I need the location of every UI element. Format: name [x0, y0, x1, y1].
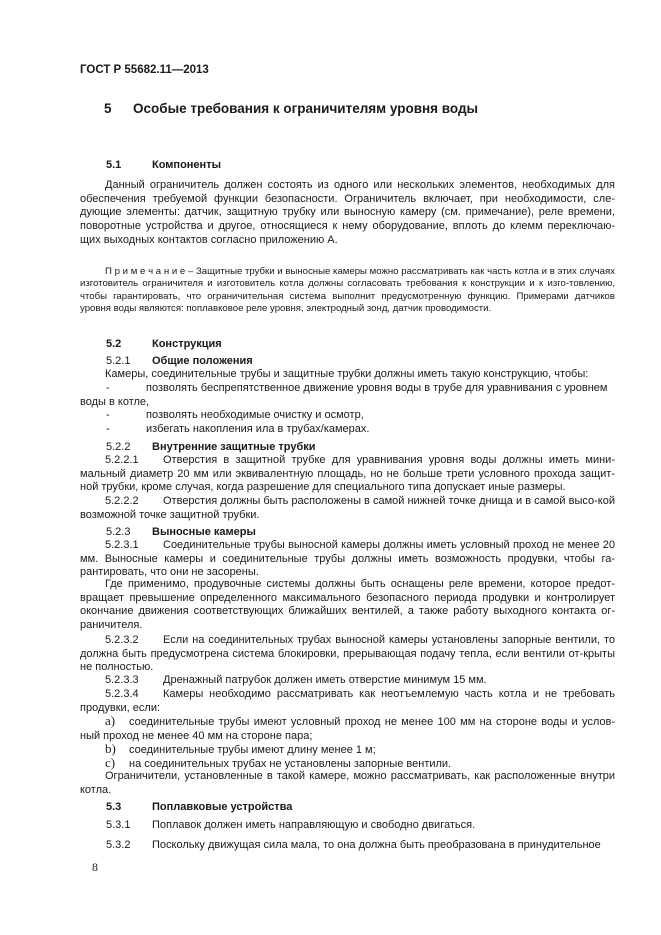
clause-5-2-3-title: Выносные камеры — [152, 526, 256, 538]
clause-5-3-2-text: Поскольку движущая сила мала, то она должна быть преобразована в принудительное — [152, 839, 601, 851]
clause-5-2-3-3-number: 5.2.3.3 — [105, 674, 139, 686]
bullet-1-line-2: воды в котле, — [80, 396, 150, 408]
standard-header: ГОСТ Р 55682.11—2013 — [80, 64, 209, 76]
clause-5-2-3-number: 5.2.3 — [106, 526, 131, 538]
section-5-number: 5 — [104, 101, 112, 116]
clause-5-2-2-1 — [80, 454, 615, 495]
clause-5-3-2-number: 5.3.2 — [106, 839, 131, 851]
list-label-b: b) — [105, 741, 116, 756]
clause-5-2-2-2-text: Отверстия должны быть расположены в самой нижней точке днища и в самой высо-кой возможной точке защитной трубки. — [80, 495, 615, 521]
clause-5-3-1-text: Поплавок должен иметь направляющую и свободно двигаться. — [152, 819, 476, 831]
bullet-dash: - — [106, 423, 110, 435]
bullet-dash: - — [106, 409, 110, 421]
clause-5-2-3-2-number: 5.2.3.2 — [105, 634, 139, 646]
limiter-text: Ограничители, установленные в такой камере, можно рассматривать, как расположенные внутри котла. — [80, 770, 615, 796]
clause-5-3-title: Поплавковые устройства — [152, 801, 293, 813]
clause-5-2-2-title: Внутренние защитные трубки — [152, 441, 316, 453]
clause-5-1-title: Компоненты — [152, 159, 221, 171]
list-text-c: на соединительных трубах не установлены запорные вентили. — [129, 758, 452, 770]
clause-5-3-number: 5.3 — [106, 801, 122, 813]
list-label-c: c) — [105, 755, 116, 770]
clause-5-1-note — [80, 266, 615, 315]
note-label: П р и м е ч а н и е – — [105, 266, 194, 277]
clause-5-2-2-1-text: Отверстия в защитной трубке для уравнивания уровня воды должны иметь мини-мальный диаметр 20 мм или эквивалентную площадь, но не больше трети условного прохода защит-ной трубки, кроме случая, когда разрешение для специального типа допускает иные размеры. — [80, 454, 615, 494]
list-item-a — [80, 714, 615, 743]
clause-5-2-3-2-text: Если на соединительных трубах выносной камеры установлены запорные вентили, то должна быть предусмотрена система блокировки, прерывающая подачу тепла, если вентили от-крыты не полностью. — [80, 634, 615, 674]
clause-5-2-2-1-number: 5.2.2.1 — [105, 454, 139, 466]
clause-5-2-1-title: Общие положения — [152, 355, 253, 367]
clause-5-2-2-2 — [80, 495, 615, 522]
clause-5-1-text: Данный ограничитель должен состоять из одного или нескольких элементов, необходимых для обеспечения требуемой функции безопасности. Ограничитель включает, при необходимости, сле-дующие элементы: датчик, защитную трубку или выносную камеру (см. примечание), реле времени, поворотные устройства и другое, относящиеся к нему оборудование, вплоть до клемм переключаю-щих выходных контактов согласно приложению А. — [80, 179, 615, 246]
clause-5-2-2-number: 5.2.2 — [106, 441, 131, 453]
clause-5-2-3-3 — [80, 674, 615, 688]
clause-5-2-title: Конструкция — [152, 338, 222, 350]
section-5-title: Особые требования к ограничителям уровня воды — [133, 101, 479, 116]
list-text-a: соединительные трубы имеют условный проход не менее 100 мм на стороне воды и услов-ный проход не менее 40 мм на стороне пара; — [80, 716, 615, 742]
clause-5-2-3-1 — [80, 539, 615, 580]
clause-5-2-3-1-text: Соединительные трубы выносной камеры должны иметь условный проход не менее 20 мм. Выносные камеры и соединительные трубы должны иметь возможность продувки, чтобы га-рантировать, что они не засорены. — [80, 539, 615, 579]
clause-5-2-3-4-number: 5.2.3.4 — [105, 688, 139, 700]
bullet-2: позволять необходимые очистку и осмотр, — [146, 409, 364, 421]
clause-5-2-3-4 — [80, 688, 615, 715]
clause-5-2-3-1-text-2: Где применимо, продувочные системы должны быть оснащены реле времени, которое предот-вращает превышение определенного максимального безопасного периода продувки и контролирует окончание движения соответствующих ближайших вентилей, а также работу выходного контакта ог-раничителя. — [80, 578, 615, 632]
clause-5-3-1-number: 5.3.1 — [106, 819, 131, 831]
page-number: 8 — [92, 860, 98, 874]
clause-5-2-3-4-text: Камеры необходимо рассматривать как неотъемлемую часть котла и не требовать продувки, если: — [80, 688, 615, 714]
list-text-b: соединительные трубы имеют длину менее 1 м; — [129, 744, 376, 756]
bullet-1-line-1: позволять беспрепятственное движение уровня воды в трубе для уравнивания с уровнем — [146, 382, 608, 394]
clause-5-2-number: 5.2 — [106, 338, 122, 350]
clause-5-1-number: 5.1 — [106, 159, 122, 171]
bullet-3: избегать накопления ила в трубах/камерах. — [146, 423, 370, 435]
clause-5-2-3-1-number: 5.2.3.1 — [105, 539, 139, 551]
list-label-a: a) — [105, 713, 116, 728]
clause-5-2-1-number: 5.2.1 — [106, 355, 131, 367]
note-text: Защитные трубки и выносные камеры можно рассматривать как часть котла и в этих случаях изготовитель ограничителя и изготовитель котла должны согласовать требования к конструкции и к изго-товлению, чтобы гарантировать, что ограничительная система выполнит предусмотренную функцию. Примерами датчиков уровня воды являются: поплавковое реле уровня, электродный зонд, датчик проводимости. — [80, 266, 615, 314]
clause-5-2-1-text: Камеры, соединительные трубы и защитные трубки должны иметь такую конструкцию, чтобы: — [105, 368, 589, 380]
clause-5-2-3-2 — [80, 634, 615, 675]
bullet-dash: - — [106, 382, 110, 394]
clause-5-2-2-2-number: 5.2.2.2 — [105, 495, 139, 507]
clause-5-2-3-3-text: Дренажный патрубок должен иметь отверстие минимум 15 мм. — [163, 674, 487, 686]
